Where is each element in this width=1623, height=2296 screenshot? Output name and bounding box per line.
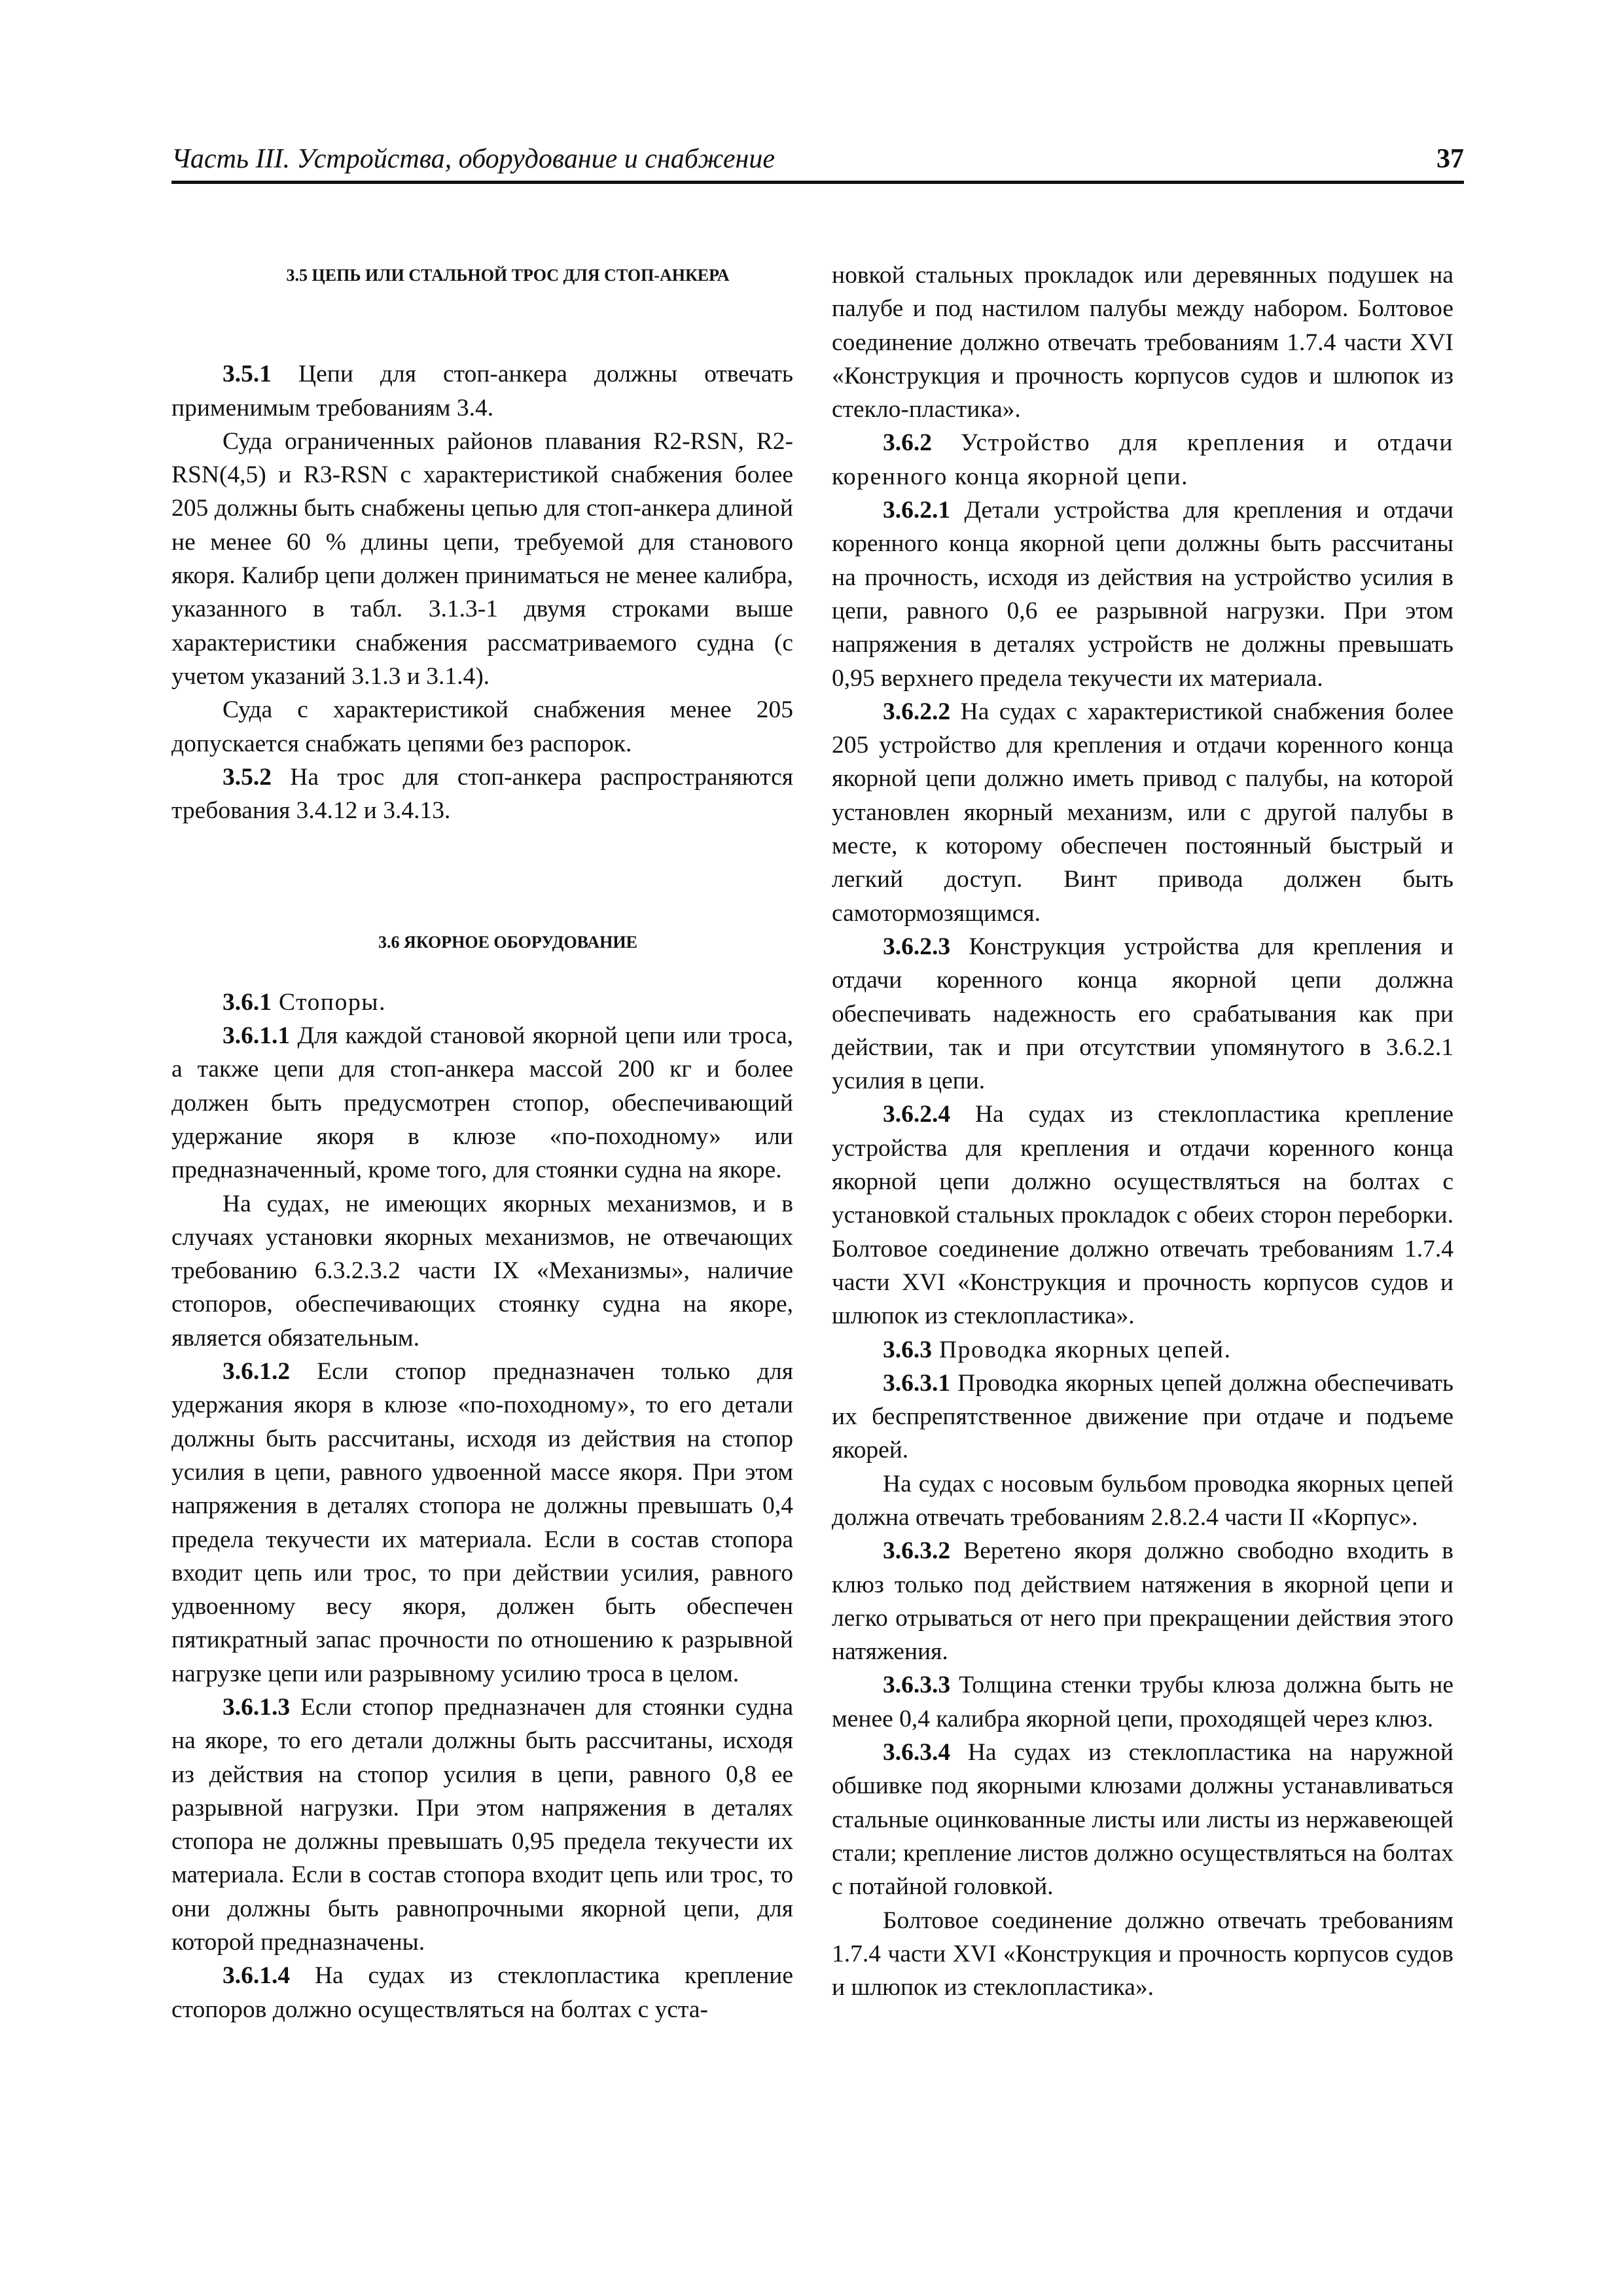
clause-number: 3.6.2.3 — [883, 933, 951, 960]
clause-number: 3.6.1 — [223, 988, 272, 1016]
paragraph-3-6-2-1 — [832, 493, 1454, 695]
paragraph-text: Проводка якорных цепей. — [932, 1336, 1232, 1363]
paragraph-3-6-1-1 — [171, 1019, 793, 1187]
paragraph-3-6-3-2 — [832, 1534, 1454, 1668]
section-heading-3-6: 3.6 ЯКОРНОЕ ОБОРУДОВАНИЕ — [378, 933, 637, 952]
paragraph-text: На судах с характеристикой снабжения более 205 устройство для крепления и отдачи коренного конца якорной цепи должно иметь привод с палубы, на которой установлен якорный механизм, или с другой палубы в месте, к которому обеспечен постоянный быстрый и легкий доступ. Винт привода должен быть самотормозящимся. — [832, 698, 1454, 927]
clause-number: 3.6.1.2 — [223, 1358, 291, 1386]
paragraph-text: Для каждой становой якорной цепи или троса, а также цепи для стоп-анкера массой 200 кг и более должен быть предусмотрен стопор, обеспечивающий удержание якоря в клюзе «по-походному» или предназначенный, кроме того, для стоянки судна на якоре. — [171, 1022, 793, 1184]
clause-number: 3.6.2.1 — [883, 497, 951, 524]
paragraph-bulb: На судах с носовым бульбом проводка якорных цепей должна отвечать требованиям 2.8.2.4 части II «Корпус». — [832, 1470, 1454, 1531]
paragraph-3-6-3-4 — [832, 1736, 1454, 1903]
paragraph-text: Проводка якорных цепей должна обеспечивать их беспрепятственное движение при отдаче и подъеме якорей. — [832, 1369, 1454, 1464]
header-title: Часть III. Устройства, оборудование и снабжение — [171, 144, 775, 174]
paragraph-text: На судах из стеклопластика крепление стопоров должно осуществляться на болтах с уста- — [171, 1962, 793, 2023]
paragraph-studless: Суда с характеристикой снабжения менее 205 допускается снабжать цепями без распорок. — [171, 696, 793, 757]
paragraph-3-6-2-2 — [832, 695, 1454, 930]
paragraph-limited-areas: Суда ограниченных районов плавания R2-RSN, R2-RSN(4,5) и R3-RSN с характеристикой снабжения более 205 должны быть снабжены цепью для стоп-анкера длиной не менее 60 % длины цепи, требуемой для станового якоря. Калибр цепи должен приниматься не менее калибра, указанного в табл. 3.1.3-1 двумя строками выше характеристики снабжения рассматриваемого судна (с учетом указаний 3.1.3 и 3.1.4). — [171, 427, 793, 690]
right-column — [832, 259, 1454, 2004]
paragraph-3-6-3-3 — [832, 1668, 1454, 1736]
clause-number: 3.6.2 — [883, 429, 932, 457]
paragraph-3-6-2-4 — [832, 1098, 1454, 1333]
paragraph-text: Цепи для стоп-анкера должны отвечать применимым требованиям 3.4. — [171, 361, 793, 422]
paragraph-3-6-1-4 — [171, 1959, 793, 2026]
paragraph-bolted-connection: Болтовое соединение должно отвечать требованиям 1.7.4 части XVI «Конструкция и прочность корпусов судов и шлюпок из стеклопластика». — [832, 1907, 1454, 2001]
left-column — [171, 259, 793, 2026]
paragraph-text: На судах из стеклопластика крепление устройства для крепления и отдачи коренного конца якорной цепи должно осуществляться на болтах с установкой стальных прокладок с обеих сторон переборки. Болтовое соединение должно отвечать требованиям 1.7.4 части XVI «Конструкция и прочность корпусов судов и шлюпок из стеклопластика». — [832, 1101, 1454, 1330]
clause-number: 3.6.3.4 — [883, 1739, 951, 1767]
paragraph-text: Стопоры. — [272, 988, 387, 1016]
paragraph-text: Устройство для крепления и отдачи коренного конца якорной цепи. — [832, 429, 1454, 490]
paragraph-3-6-1 — [171, 986, 793, 1019]
paragraph-no-windlass: На судах, не имеющих якорных механизмов, и в случаях установки якорных механизмов, не отвечающих требованию 6.3.2.3.2 части IX «Механизмы», наличие стопоров, обеспечивающих стоянку судна на якоре, является обязательным. — [171, 1190, 793, 1352]
paragraph-text: Веретено якоря должно свободно входить в клюз только под действием натяжения в якорной цепи и легко отрываться от него при прекращении действия этого натяжения. — [832, 1537, 1454, 1666]
running-header — [171, 140, 1464, 179]
clause-number: 3.6.1.1 — [223, 1022, 291, 1050]
clause-number: 3.6.1.4 — [223, 1962, 291, 1990]
paragraph-text: На судах из стеклопластика на наружной обшивке под якорными клюзами должны устанавливаться стальные оцинкованные листы или листы из нержавеющей стали; крепление листов должно осуществляться на болтах с потайной головкой. — [832, 1739, 1454, 1901]
paragraph-text: Детали устройства для крепления и отдачи коренного конца якорной цепи должны быть рассчитаны на прочность, исходя из действия на устройство усилия в цепи, равного 0,6 ее разрывной нагрузки. При этом напряжения в деталях устройств не должны превышать 0,95 верхнего предела текучести их материала. — [832, 497, 1454, 692]
clause-number: 3.5.2 — [223, 763, 272, 791]
clause-number: 3.6.3 — [883, 1336, 932, 1363]
paragraph-3-5-1 — [171, 357, 793, 425]
clause-number: 3.6.1.3 — [223, 1693, 291, 1721]
paragraph-text: Конструкция устройства для крепления и отдачи коренного конца якорной цепи должна обеспечивать надежность его срабатывания как при действии, так и при отсутствии упомянутого в 3.6.2.1 усилия в цепи. — [832, 933, 1454, 1095]
paragraph-3-5-2 — [171, 761, 793, 828]
section-heading-3-5: 3.5 ЦЕПЬ ИЛИ СТАЛЬНОЙ ТРОС ДЛЯ СТОП-АНКЕРА — [286, 266, 730, 285]
clause-number: 3.6.3.3 — [883, 1672, 951, 1699]
paragraph-3-6-2-3 — [832, 930, 1454, 1098]
clause-number: 3.5.1 — [223, 361, 272, 388]
paragraph-3-6-3-1 — [832, 1367, 1454, 1467]
paragraph-text: Если стопор предназначен только для удержания якоря в клюзе «по-походному», то его детали должны быть рассчитаны, исходя из действия на стопор усилия в цепи, равного удвоенной массе якоря. При этом напряжения в деталях стопора не должны превышать 0,4 предела текучести их материала. Если в состав стопора входит цепь или трос, то при действии усилия, равного удвоенному весу якоря, должен быть обеспечен пятикратный запас прочности по отношению к разрывной нагрузке цепи или разрывному усилию троса в целом. — [171, 1358, 793, 1687]
paragraph-text: Если стопор предназначен для стоянки судна на якоре, то его детали должны быть рассчитаны, исходя из действия на стопор усилия в цепи, равного 0,8 ее разрывной нагрузки. При этом напряжения в деталях стопора не должны превышать 0,95 предела текучести их материала. Если в состав стопора входит цепь или трос, то они должны быть равнопрочными якорной цепи, для которой предназначены. — [171, 1693, 793, 1956]
paragraph-3-6-1-3 — [171, 1691, 793, 1959]
clause-number: 3.6.2.2 — [883, 698, 951, 725]
paragraph-3-6-2 — [832, 426, 1454, 493]
paragraph-text: На трос для стоп-анкера распространяются требования 3.4.12 и 3.4.13. — [171, 763, 793, 825]
clause-number: 3.6.2.4 — [883, 1101, 951, 1128]
paragraph-continuation: новкой стальных прокладок или деревянных подушек на палубе и под настилом палубы между набором. Болтовое соединение должно отвечать требованиям 1.7.4 части XVI «Конструкция и прочность корпусов судов и шлюпок из стекло-пластика». — [832, 262, 1454, 423]
clause-number: 3.6.3.1 — [883, 1369, 951, 1397]
paragraph-text: Толщина стенки трубы клюза должна быть не менее 0,4 калибра якорной цепи, проходящей через клюз. — [832, 1672, 1454, 1732]
paragraph-3-6-1-2 — [171, 1355, 793, 1691]
paragraph-3-6-3 — [832, 1333, 1454, 1367]
clause-number: 3.6.3.2 — [883, 1537, 951, 1565]
header-rule — [171, 181, 1464, 184]
page-number: 37 — [1436, 144, 1464, 174]
